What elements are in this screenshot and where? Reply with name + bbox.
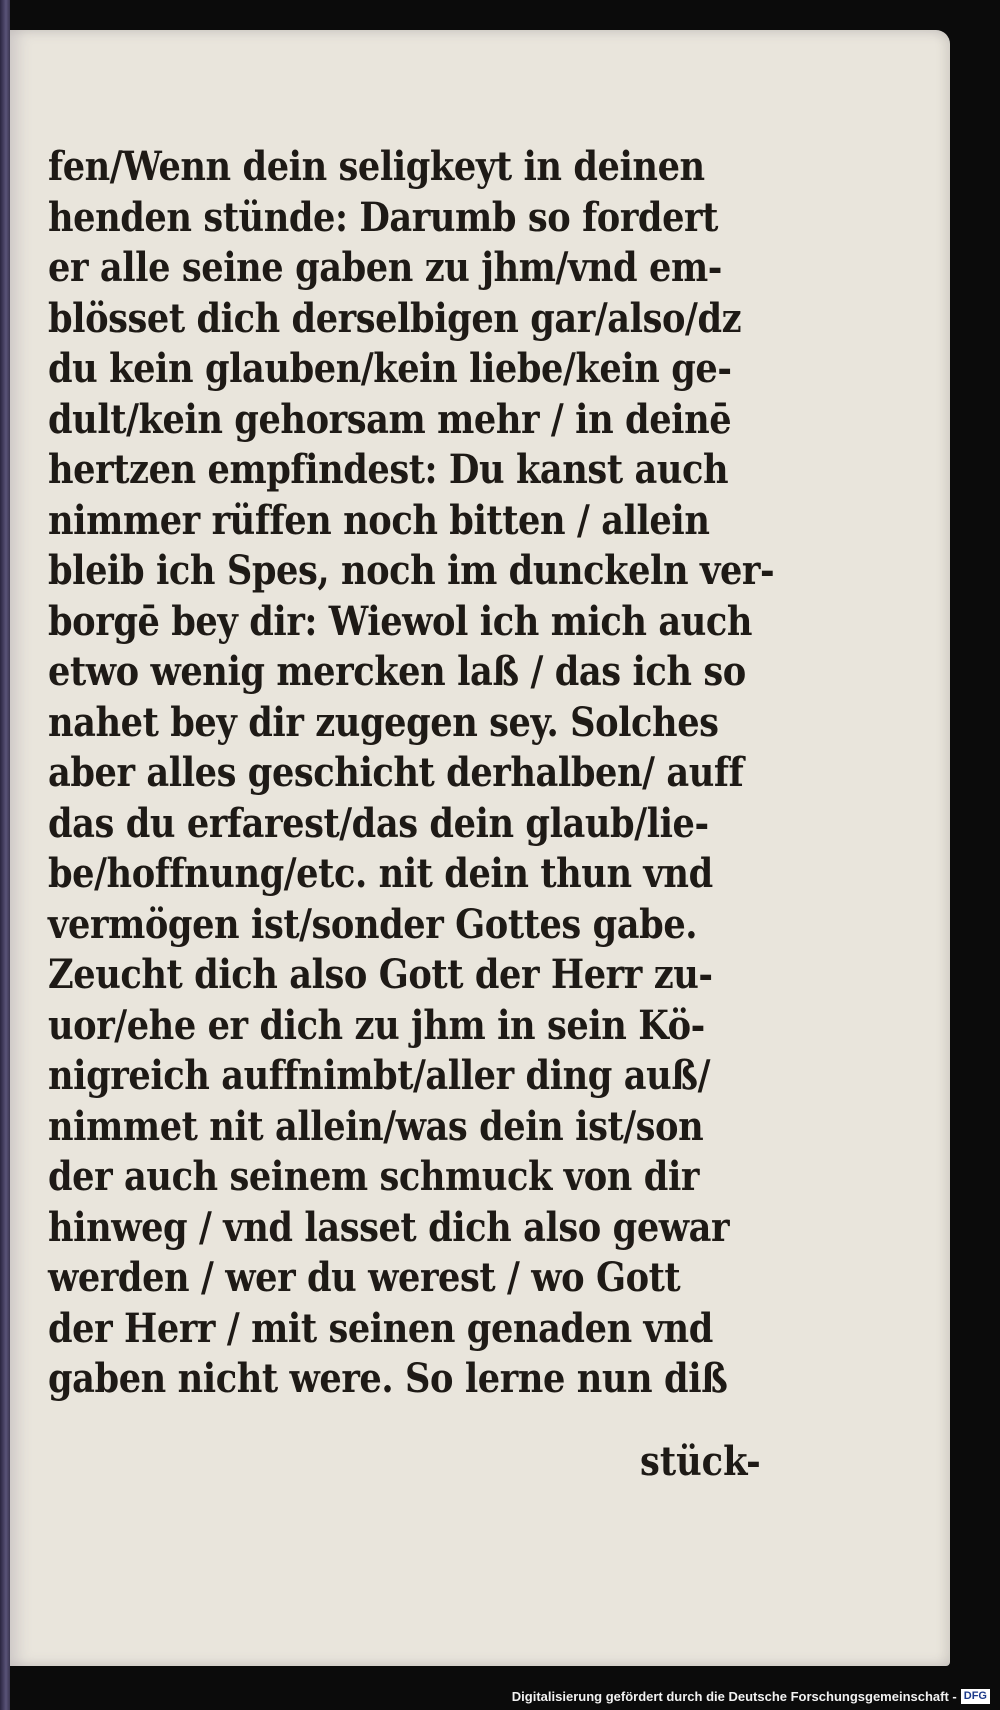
text-line: hertzen empfindest: Du kanst auch <box>48 446 729 493</box>
text-line: nimmer rüffen noch bitten / allein <box>48 496 710 544</box>
text-line: er alle seine gaben zu jhm/vnd em- <box>48 244 722 291</box>
text-line: nigreich auffnimbt/aller ding auß/ <box>48 1052 711 1099</box>
text-line: der auch seinem schmuck von dir <box>48 1153 699 1200</box>
text-line: blösset dich derselbigen gar/also/dz <box>48 294 742 342</box>
text-line: nimmet nit allein/was dein ist/son <box>48 1102 704 1150</box>
digitization-footer <box>512 1684 990 1708</box>
page-text-block <box>48 142 808 1405</box>
catchword: stück- <box>640 1438 761 1485</box>
text-line: dult/kein gehorsam mehr / in deinē <box>48 395 732 443</box>
text-line: bleib ich Spes, noch im dunckeln ver- <box>48 547 775 594</box>
text-line: uor/ehe er dich zu jhm in sein Kö- <box>48 1001 705 1049</box>
book-binding-edge <box>0 0 10 1710</box>
text-line: du kein glauben/kein liebe/kein ge- <box>48 345 732 392</box>
text-line: werden / wer du werest / wo Gott <box>48 1254 681 1301</box>
text-line: hinweg / vnd lasset dich also gewar <box>48 1203 730 1251</box>
text-line: fen/Wenn dein seligkeyt in deinen <box>48 143 705 190</box>
dfg-logo-icon: DFG <box>961 1689 990 1704</box>
text-line: das du erfarest/das dein glaub/lie- <box>48 799 709 847</box>
book-page <box>10 30 950 1666</box>
text-line: Zeucht dich also Gott der Herr zu- <box>48 951 713 998</box>
text-line: aber alles geschicht derhalben/ auff <box>48 749 744 796</box>
text-line: borgē bey dir: Wiewol ich mich auch <box>48 597 753 645</box>
text-line: nahet bey dir zugegen sey. Solches <box>48 698 719 746</box>
text-line: der Herr / mit seinen genaden vnd <box>48 1304 713 1352</box>
text-line: henden stünde: Darumb so fordert <box>48 193 718 241</box>
text-line: etwo wenig mercken laß / das ich so <box>48 648 746 695</box>
text-line: gaben nicht were. So lerne nun diß <box>48 1355 728 1402</box>
text-line: be/hoffnung/etc. nit dein thun vnd <box>48 850 713 897</box>
footer-credit-text: Digitalisierung gefördert durch die Deutsche Forschungsgemeinschaft - <box>511 1688 957 1704</box>
text-line: vermögen ist/sonder Gottes gabe. <box>48 900 698 948</box>
